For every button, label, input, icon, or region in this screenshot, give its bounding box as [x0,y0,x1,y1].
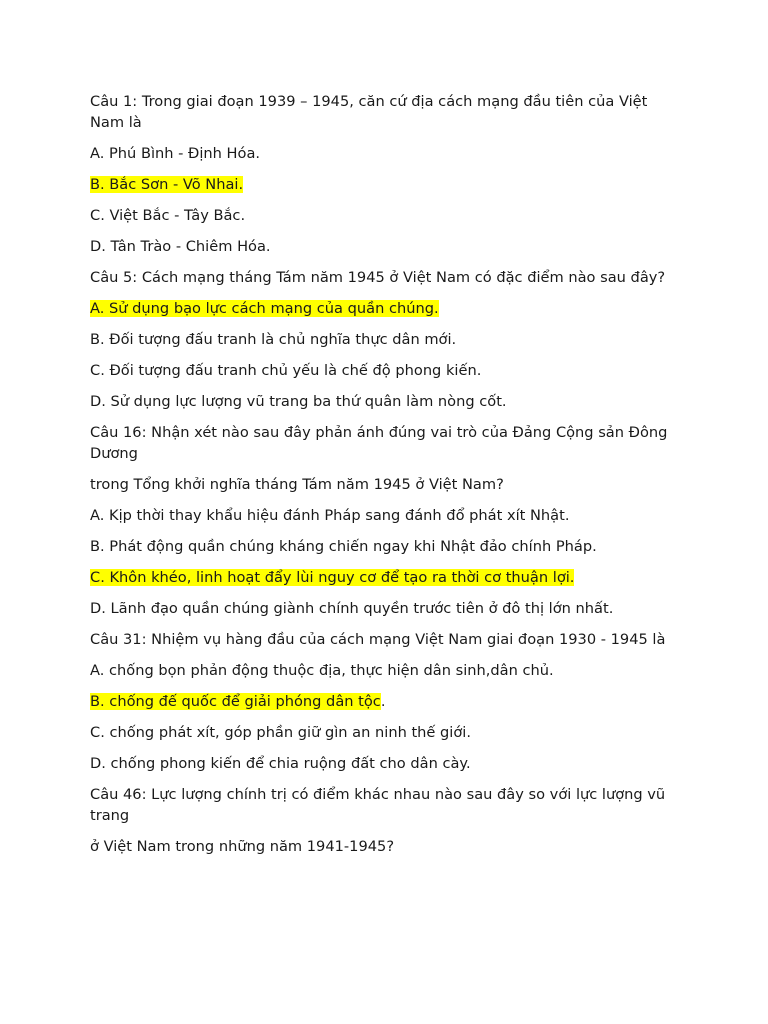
question-5-option-d: D. Sử dụng lực lượng vũ trang ba thứ quân làm nòng cốt. [90,393,507,410]
question-1-stem: Câu 1: Trong giai đoạn 1939 – 1945, căn cứ địa cách mạng đầu tiên của Việt Nam là [90,93,648,131]
question-1-option-c: C. Việt Bắc - Tây Bắc. [90,207,246,224]
question-16-stem-continued: trong Tổng khởi nghĩa tháng Tám năm 1945 ở Việt Nam? [90,476,504,493]
highlighted-answer: C. Khôn khéo, linh hoạt đẩy lùi nguy cơ để tạo ra thời cơ thuận lợi. [90,569,575,586]
question-16-option-b: B. Phát động quần chúng kháng chiến ngay khi Nhật đảo chính Pháp. [90,538,597,555]
question-5-stem: Câu 5: Cách mạng tháng Tám năm 1945 ở Việt Nam có đặc điểm nào sau đây? [90,269,666,286]
question-5-option-c: C. Đối tượng đấu tranh chủ yếu là chế độ phong kiến. [90,362,482,379]
question-46-stem-continued: ở Việt Nam trong những năm 1941-1945? [90,838,395,855]
document-page [90,91,680,867]
question-16-option-c [90,567,680,588]
question-31-option-a: A. chống bọn phản động thuộc địa, thực hiện dân sinh,dân chủ. [90,662,554,679]
question-31-option-c: C. chống phát xít, góp phần giữ gìn an ninh thế giới. [90,724,471,741]
question-5-option-b: B. Đối tượng đấu tranh là chủ nghĩa thực dân mới. [90,331,457,348]
question-5-option-a [90,298,680,319]
highlighted-answer: B. chống đế quốc để giải phóng dân tộc [90,693,381,710]
highlighted-answer: A. Sử dụng bạo lực cách mạng của quần chúng. [90,300,439,317]
question-1-option-b [90,174,680,195]
question-46-stem: Câu 46: Lực lượng chính trị có điểm khác nhau nào sau đây so với lực lượng vũ trang [90,786,666,824]
question-1-option-d: D. Tân Trào - Chiêm Hóa. [90,238,271,255]
question-16-stem: Câu 16: Nhận xét nào sau đây phản ánh đúng vai trò của Đảng Cộng sản Đông Dương [90,424,668,462]
question-31-stem: Câu 31: Nhiệm vụ hàng đầu của cách mạng Việt Nam giai đoạn 1930 - 1945 là [90,631,666,648]
question-31-option-d: D. chống phong kiến để chia ruộng đất cho dân cày. [90,755,471,772]
question-16-option-d: D. Lãnh đạo quần chúng giành chính quyền trước tiên ở đô thị lớn nhất. [90,600,614,617]
option-suffix: . [380,693,386,710]
highlighted-answer: B. Bắc Sơn - Võ Nhai. [90,176,244,193]
question-31-option-b [90,691,680,712]
question-16-option-a: A. Kịp thời thay khẩu hiệu đánh Pháp sang đánh đổ phát xít Nhật. [90,507,570,524]
question-1-option-a: A. Phú Bình - Định Hóa. [90,145,261,162]
